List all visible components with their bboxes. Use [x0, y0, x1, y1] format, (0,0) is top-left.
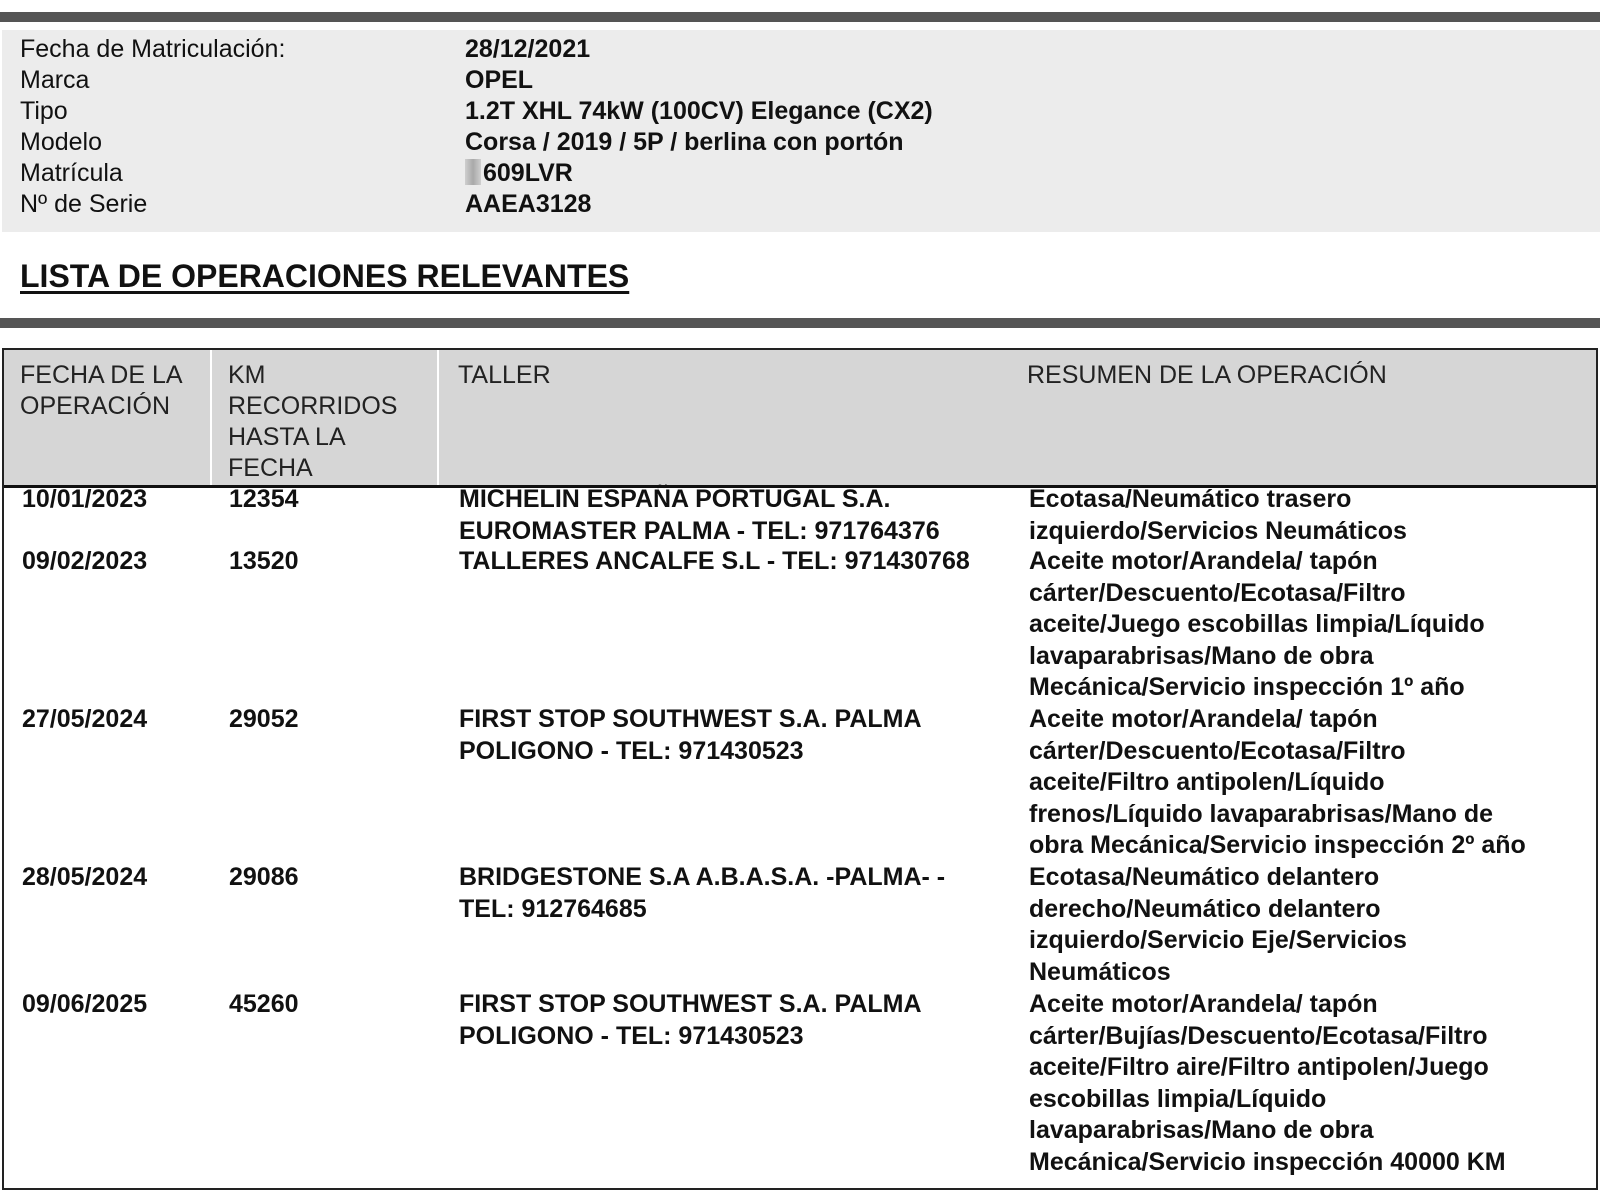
plate-value: 609LVR	[483, 159, 573, 187]
field-label: Fecha de Matriculación:	[20, 35, 286, 63]
field-label: Nº de Serie	[20, 190, 148, 218]
section-title: LISTA DE OPERACIONES RELEVANTES	[20, 258, 630, 294]
cell-line: Ecotasa/Neumático delantero	[1029, 863, 1380, 891]
cell-line: frenos/Líquido lavaparabrisas/Mano de	[1029, 799, 1494, 828]
field-label: Modelo	[20, 128, 102, 156]
cell-line: Aceite motor/Arandela/ tapón	[1029, 990, 1378, 1018]
cell-line: izquierdo/Servicio Eje/Servicios	[1029, 926, 1407, 954]
header-line: KM	[228, 361, 266, 389]
cell-taller	[459, 704, 1019, 767]
field-label: Marca	[20, 66, 90, 94]
cell-km: 29086	[229, 863, 299, 891]
vehicle-info-panel	[2, 30, 1600, 232]
cell-line: FIRST STOP SOUTHWEST S.A. PALMA	[459, 990, 922, 1018]
cell-resumen	[1029, 989, 1589, 1178]
redaction-mark	[465, 159, 481, 185]
section-divider	[0, 318, 1600, 328]
cell-km: 29052	[229, 705, 299, 733]
field-value: Corsa / 2019 / 5P / berlina con portón	[465, 128, 904, 156]
cell-date: 27/05/2024	[22, 705, 148, 733]
field-label: Tipo	[20, 97, 68, 125]
header-line: FECHA DE LA	[20, 361, 183, 389]
cell-resumen	[1029, 862, 1589, 988]
cell-line: POLIGONO - TEL: 971430523	[459, 1021, 804, 1050]
cell-line: aceite/Filtro antipolen/Líquido	[1029, 768, 1385, 796]
cell-line: lavaparabrisas/Mano de obra	[1029, 641, 1374, 670]
cell-date: 10/01/2023	[22, 485, 148, 513]
header-separator	[210, 350, 212, 485]
field-value: OPEL	[465, 66, 534, 94]
cell-taller	[459, 989, 1019, 1052]
field-value	[465, 157, 573, 189]
cell-line: cárter/Descuento/Ecotasa/Filtro	[1029, 578, 1406, 607]
cell-resumen	[1029, 484, 1589, 547]
cell-line: lavaparabrisas/Mano de obra	[1029, 1116, 1374, 1144]
cell-km: 12354	[229, 485, 299, 513]
cell-resumen	[1029, 546, 1589, 704]
cell-line: Mecánica/Servicio inspección 1º año	[1029, 673, 1465, 701]
header-line: RESUMEN DE LA OPERACIÓN	[1027, 361, 1387, 389]
field-label: Matrícula	[20, 159, 123, 187]
header-separator	[437, 350, 439, 485]
cell-taller	[459, 484, 1019, 547]
header-line: HASTA LA	[228, 423, 346, 451]
cell-line: Aceite motor/Arandela/ tapón	[1029, 705, 1378, 733]
header-date	[20, 360, 183, 422]
cell-line: obra Mecánica/Servicio inspección 2º año	[1029, 831, 1526, 859]
header-line: FECHA	[228, 454, 313, 482]
field-value: AAEA3128	[465, 190, 592, 218]
cell-km: 13520	[229, 547, 299, 575]
cell-line: aceite/Filtro aire/Filtro antipolen/Juego	[1029, 1053, 1489, 1081]
cell-line: BRIDGESTONE S.A A.B.A.S.A. -PALMA- -	[459, 863, 946, 891]
cell-line: POLIGONO - TEL: 971430523	[459, 736, 804, 765]
cell-date: 09/02/2023	[22, 547, 148, 575]
cell-line: aceite/Juego escobillas limpia/Líquido	[1029, 610, 1485, 638]
header-taller	[458, 360, 551, 391]
cell-line: cárter/Descuento/Ecotasa/Filtro	[1029, 736, 1406, 765]
header-line: RECORRIDOS	[228, 392, 398, 420]
cell-resumen	[1029, 704, 1589, 862]
cell-date: 28/05/2024	[22, 863, 148, 891]
top-divider	[0, 12, 1600, 22]
table-header	[4, 350, 1596, 488]
cell-line: Aceite motor/Arandela/ tapón	[1029, 547, 1378, 575]
cell-line: TALLERES ANCALFE S.L - TEL: 971430768	[459, 547, 970, 575]
cell-line: izquierdo/Servicios Neumáticos	[1029, 516, 1407, 545]
operations-table	[2, 348, 1598, 1190]
cell-line: TEL: 912764685	[459, 894, 647, 923]
cell-line: Ecotasa/Neumático trasero	[1029, 485, 1352, 513]
field-value: 28/12/2021	[465, 35, 591, 63]
header-line: OPERACIÓN	[20, 392, 171, 420]
cell-date: 09/06/2025	[22, 990, 148, 1018]
cell-line: EUROMASTER PALMA - TEL: 971764376	[459, 516, 940, 545]
cell-line: MICHELIN ESPAÑA PORTUGAL S.A.	[459, 485, 891, 513]
cell-km: 45260	[229, 990, 299, 1018]
cell-line: cárter/Bujías/Descuento/Ecotasa/Filtro	[1029, 1021, 1488, 1050]
cell-line: derecho/Neumático delantero	[1029, 894, 1381, 923]
cell-line: FIRST STOP SOUTHWEST S.A. PALMA	[459, 705, 922, 733]
header-resumen	[1027, 360, 1387, 391]
field-value: 1.2T XHL 74kW (100CV) Elegance (CX2)	[465, 97, 933, 125]
cell-line: Neumáticos	[1029, 957, 1171, 986]
header-line: TALLER	[458, 361, 551, 389]
header-km	[228, 360, 397, 484]
cell-taller	[459, 862, 1019, 925]
cell-line: escobillas limpia/Líquido	[1029, 1084, 1327, 1113]
cell-taller	[459, 546, 1019, 578]
cell-line: Mecánica/Servicio inspección 40000 KM	[1029, 1147, 1506, 1176]
